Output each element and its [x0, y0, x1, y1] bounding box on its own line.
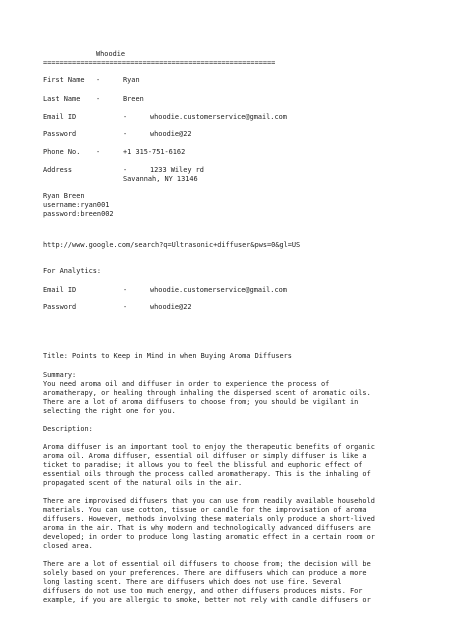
- analytics-password-value: whoodie@22: [150, 303, 192, 311]
- paragraph-line: aroma oil. Aroma diffuser, essential oil diffuser or simply diffuser is like a: [43, 452, 367, 460]
- paragraph-line: developed; in order to produce long lasting aromatic effect in a certain room or: [43, 533, 375, 541]
- paragraph-line: diffusers. However, methods involving these materials only produce a short-lived: [43, 515, 375, 523]
- paragraph-line: ticket to paradise; it allows you to feel the blissful and euphoric effect of: [43, 461, 363, 469]
- address-label: Address: [43, 166, 73, 174]
- paragraph-line: Aroma diffuser is an important tool to enjoy the therapeutic benefits of organic: [43, 443, 375, 451]
- analytics-heading: For Analytics:: [43, 267, 102, 275]
- password-label: Password: [43, 130, 77, 138]
- paragraph-line: aroma in the air. That is why modern and technologically advanced diffusers are: [43, 524, 371, 532]
- paragraph-line: essential oils through the process called aromatherapy. This is the inhaling of: [43, 470, 371, 478]
- paragraph-line: propagated scent of the natural oils in the air.: [43, 479, 243, 487]
- account-username: username:ryan001: [43, 201, 110, 209]
- address-separator: -: [123, 166, 128, 174]
- summary-line: There are a lot of aroma diffusers to choose from; you should be vigilant in: [43, 398, 359, 406]
- paragraph-line: closed area.: [43, 542, 93, 550]
- last-name-value: Breen: [123, 95, 144, 103]
- email-value: whoodie.customerservice@gmail.com: [150, 113, 287, 121]
- last-name-label: Last Name: [43, 95, 81, 103]
- first-name-value: Ryan: [123, 76, 140, 84]
- summary-line: You need aroma oil and diffuser in order to experience the process of: [43, 380, 330, 388]
- password-separator: -: [123, 130, 128, 138]
- account-password: password:breen002: [43, 210, 114, 218]
- analytics-email-label: Email ID: [43, 286, 77, 294]
- analytics-password-separator: -: [123, 303, 128, 311]
- document-title: Whoodie: [96, 50, 126, 58]
- address-line-1: 1233 Wiley rd: [150, 166, 204, 174]
- summary-line: selecting the right one for you.: [43, 407, 176, 415]
- email-separator: -: [123, 113, 128, 121]
- paragraph-line: solely based on your preferences. There are diffusers which can produce a more: [43, 569, 367, 577]
- phone-label: Phone No.: [43, 148, 81, 156]
- password-value: whoodie@22: [150, 130, 192, 138]
- article-title: Title: Points to Keep in Mind in when Buying Aroma Diffusers: [43, 352, 292, 360]
- paragraph-line: materials. You can use cotton, tissue or candle for the improvisation of aroma: [43, 506, 367, 514]
- paragraph-line: There are a lot of essential oil diffusers to choose from; the decision will be: [43, 560, 371, 568]
- email-label: Email ID: [43, 113, 77, 121]
- last-name-separator: -: [96, 95, 101, 103]
- paragraph-line: long lasting scent. There are diffusers which does not use fire. Several: [43, 578, 342, 586]
- first-name-label: First Name: [43, 76, 85, 84]
- analytics-email-value: whoodie.customerservice@gmail.com: [150, 286, 287, 294]
- title-underline: ========================================================: [43, 59, 276, 67]
- paragraph-line: diffusers do not use too much energy, and other diffusers produces mists. For: [43, 587, 363, 595]
- address-line-2: Savannah, NY 13146: [123, 175, 198, 183]
- summary-line: aromatherapy, or healing through inhaling the dispersed scent of aromatic oils.: [43, 389, 371, 397]
- first-name-separator: -: [96, 76, 101, 84]
- account-name: Ryan Breen: [43, 192, 85, 200]
- description-heading: Description:: [43, 425, 93, 433]
- summary-heading: Summary:: [43, 371, 77, 379]
- paragraph-line: example, if you are allergic to smoke, better not rely with candle diffusers or: [43, 596, 371, 604]
- analytics-email-separator: -: [123, 286, 128, 294]
- phone-separator: -: [96, 148, 101, 156]
- paragraph-line: There are improvised diffusers that you can use from readily available household: [43, 497, 375, 505]
- phone-value: +1 315-751-6162: [123, 148, 186, 156]
- analytics-password-label: Password: [43, 303, 77, 311]
- search-url-link[interactable]: http://www.google.com/search?q=Ultrasonic+diffuser&pws=0&gl=US: [43, 241, 301, 249]
